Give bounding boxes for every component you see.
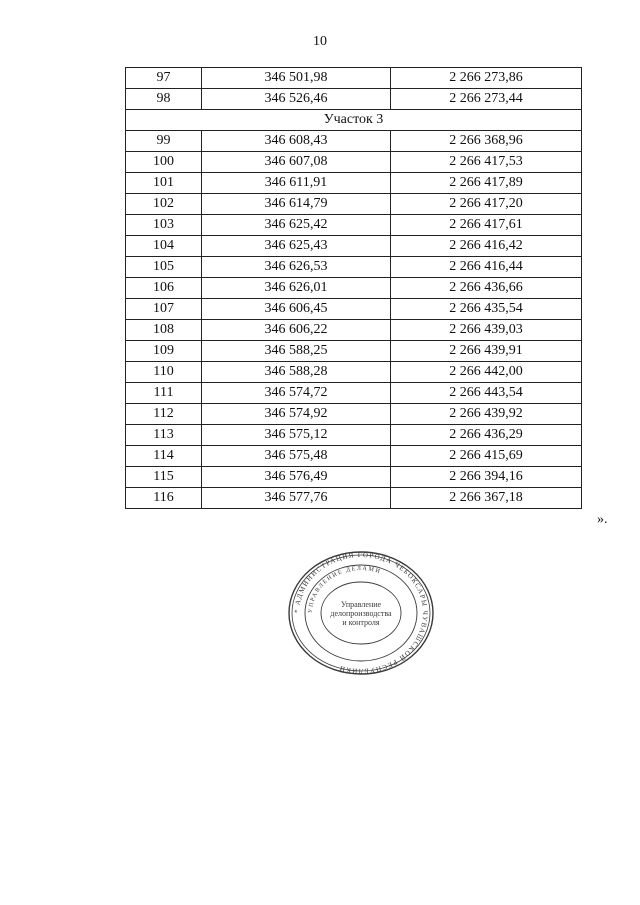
x-coordinate-cell: 346 626,53 <box>202 257 391 278</box>
point-number-cell: 99 <box>126 131 202 152</box>
point-number-cell: 103 <box>126 215 202 236</box>
point-number-cell: 102 <box>126 194 202 215</box>
x-coordinate-cell: 346 606,22 <box>202 320 391 341</box>
x-coordinate-cell: 346 606,45 <box>202 299 391 320</box>
table-row <box>126 131 582 152</box>
y-coordinate-cell: 2 266 417,61 <box>391 215 582 236</box>
official-seal-stamp <box>286 550 436 676</box>
x-coordinate-cell: 346 574,72 <box>202 383 391 404</box>
point-number-cell: 97 <box>126 68 202 89</box>
table-row <box>126 362 582 383</box>
x-coordinate-cell: 346 526,46 <box>202 89 391 110</box>
x-coordinate-cell: 346 588,25 <box>202 341 391 362</box>
table-row <box>126 257 582 278</box>
closing-quote-mark: ». <box>597 512 608 527</box>
y-coordinate-cell: 2 266 439,91 <box>391 341 582 362</box>
table-row <box>126 152 582 173</box>
y-coordinate-cell: 2 266 273,86 <box>391 68 582 89</box>
table-row <box>126 236 582 257</box>
seal-center-line-2: делопроизводства <box>330 609 392 618</box>
coordinates-table-body <box>126 68 582 509</box>
page-number: 10 <box>313 34 327 49</box>
seal-center-line-1: Управление <box>340 600 382 609</box>
x-coordinate-cell: 346 577,76 <box>202 488 391 509</box>
point-number-cell: 115 <box>126 467 202 488</box>
x-coordinate-cell: 346 588,28 <box>202 362 391 383</box>
table-row <box>126 89 582 110</box>
table-row <box>126 194 582 215</box>
y-coordinate-cell: 2 266 273,44 <box>391 89 582 110</box>
x-coordinate-cell: 346 608,43 <box>202 131 391 152</box>
x-coordinate-cell: 346 611,91 <box>202 173 391 194</box>
x-coordinate-cell: 346 576,49 <box>202 467 391 488</box>
y-coordinate-cell: 2 266 436,66 <box>391 278 582 299</box>
table-row <box>126 173 582 194</box>
point-number-cell: 109 <box>126 341 202 362</box>
table-row <box>126 383 582 404</box>
table-row <box>126 446 582 467</box>
table-row <box>126 488 582 509</box>
x-coordinate-cell: 346 625,42 <box>202 215 391 236</box>
table-row <box>126 215 582 236</box>
y-coordinate-cell: 2 266 416,44 <box>391 257 582 278</box>
y-coordinate-cell: 2 266 443,54 <box>391 383 582 404</box>
table-row <box>126 404 582 425</box>
table-row <box>126 425 582 446</box>
x-coordinate-cell: 346 607,08 <box>202 152 391 173</box>
table-row <box>126 278 582 299</box>
y-coordinate-cell: 2 266 368,96 <box>391 131 582 152</box>
y-coordinate-cell: 2 266 367,18 <box>391 488 582 509</box>
y-coordinate-cell: 2 266 417,89 <box>391 173 582 194</box>
table-row <box>126 341 582 362</box>
y-coordinate-cell: 2 266 439,03 <box>391 320 582 341</box>
point-number-cell: 104 <box>126 236 202 257</box>
coordinates-table <box>125 67 582 509</box>
point-number-cell: 111 <box>126 383 202 404</box>
table-row <box>126 467 582 488</box>
x-coordinate-cell: 346 614,79 <box>202 194 391 215</box>
y-coordinate-cell: 2 266 439,92 <box>391 404 582 425</box>
y-coordinate-cell: 2 266 416,42 <box>391 236 582 257</box>
y-coordinate-cell: 2 266 442,00 <box>391 362 582 383</box>
section-title: Участок 3 <box>126 110 582 131</box>
point-number-cell: 107 <box>126 299 202 320</box>
x-coordinate-cell: 346 501,98 <box>202 68 391 89</box>
point-number-cell: 98 <box>126 89 202 110</box>
point-number-cell: 105 <box>126 257 202 278</box>
section-header-row <box>126 110 582 131</box>
point-number-cell: 101 <box>126 173 202 194</box>
seal-outer-ring-text: * АДМИНИСТРАЦИЯ ГОРОДА ЧЕБОКСАРЫ ЧУВАШСКОЙ РЕСПУБЛИКИ <box>292 550 430 676</box>
point-number-cell: 110 <box>126 362 202 383</box>
x-coordinate-cell: 346 575,12 <box>202 425 391 446</box>
y-coordinate-cell: 2 266 435,54 <box>391 299 582 320</box>
y-coordinate-cell: 2 266 417,53 <box>391 152 582 173</box>
y-coordinate-cell: 2 266 415,69 <box>391 446 582 467</box>
point-number-cell: 108 <box>126 320 202 341</box>
point-number-cell: 100 <box>126 152 202 173</box>
point-number-cell: 114 <box>126 446 202 467</box>
table-row <box>126 320 582 341</box>
x-coordinate-cell: 346 626,01 <box>202 278 391 299</box>
point-number-cell: 113 <box>126 425 202 446</box>
table-row <box>126 299 582 320</box>
point-number-cell: 116 <box>126 488 202 509</box>
seal-inner-ring-text: УПРАВЛЕНИЕ ДЕЛАМИ <box>307 565 382 614</box>
y-coordinate-cell: 2 266 394,16 <box>391 467 582 488</box>
x-coordinate-cell: 346 575,48 <box>202 446 391 467</box>
point-number-cell: 112 <box>126 404 202 425</box>
x-coordinate-cell: 346 574,92 <box>202 404 391 425</box>
table-row <box>126 68 582 89</box>
seal-center-line-3: и контроля <box>342 618 380 627</box>
y-coordinate-cell: 2 266 417,20 <box>391 194 582 215</box>
y-coordinate-cell: 2 266 436,29 <box>391 425 582 446</box>
point-number-cell: 106 <box>126 278 202 299</box>
x-coordinate-cell: 346 625,43 <box>202 236 391 257</box>
